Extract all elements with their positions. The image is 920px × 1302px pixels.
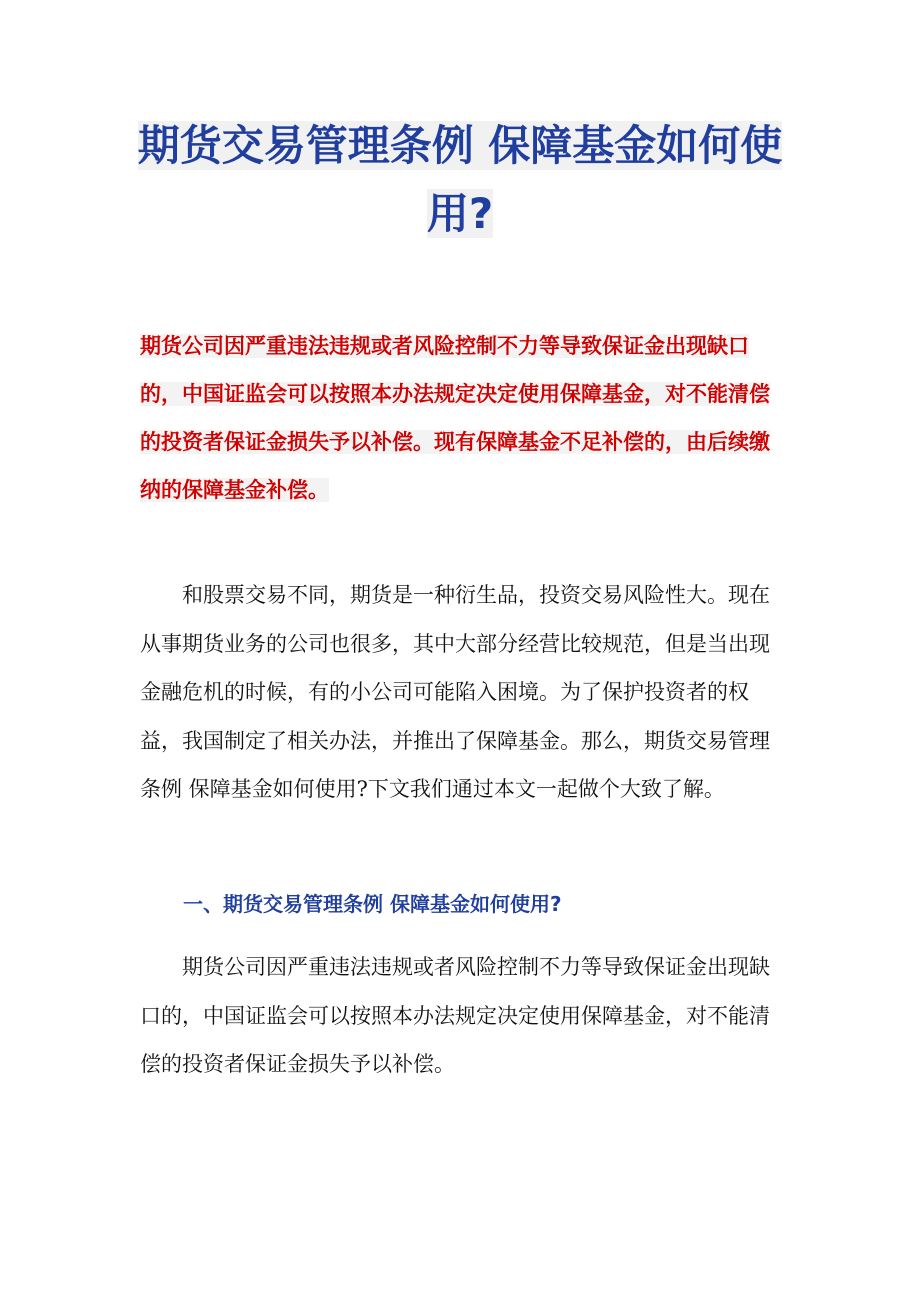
summary-paragraph [140,322,790,514]
section-heading: 一、期货交易管理条例 保障基金如何使用? [183,892,562,916]
intro-paragraph: 和股票交易不同，期货是一种衍生品，投资交易风险性大。现在从事期货业务的公司也很多，其中大部分经营比较规范，但是当出现金融危机的时候，有的小公司可能陷入困境。为了保护投资者的权益，我国制定了相关办法，并推出了保障基金。那么，期货交易管理条例 保障基金如何使用?下文我们通过本文一起做个大致了解。 [140,583,770,801]
document-title [120,112,800,248]
section-body-paragraph: 期货公司因严重违法违规或者风险控制不力等导致保证金出现缺口的，中国证监会可以按照本办法规定决定使用保障基金，对不能清偿的投资者保证金损失予以补偿。 [140,955,770,1076]
summary-text: 期货公司因严重违法违规或者风险控制不力等导致保证金出现缺口的，中国证监会可以按照本办法规定决定使用保障基金，对不能清偿的投资者保证金损失予以补偿。现有保障基金不足补偿的，由后续缴纳的保障基金补偿。 [140,334,770,502]
document-title-text: 期货交易管理条例 保障基金如何使用? [137,121,783,238]
